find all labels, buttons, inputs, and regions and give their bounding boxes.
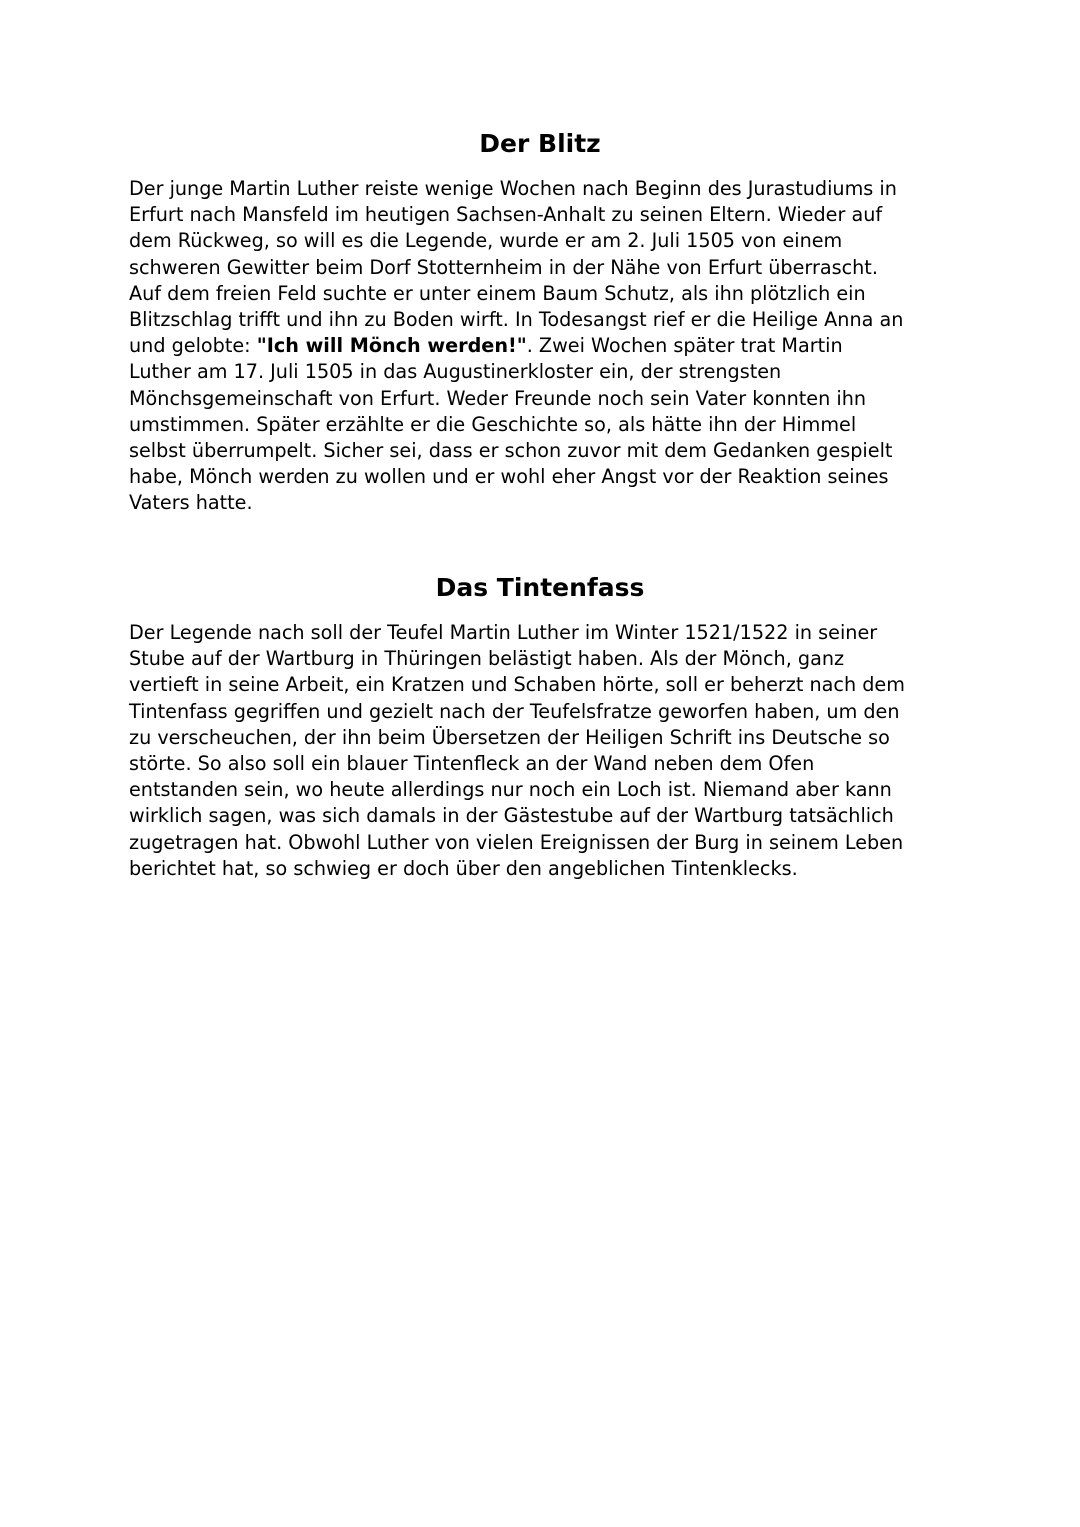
paragraph-line: vertieft in seine Arbeit, ein Kratzen und Schaben hörte, soll er beherzt nach dem	[129, 673, 905, 697]
paragraph-line: Mönchsgemeinschaft von Erfurt. Weder Freunde noch sein Vater konnten ihn	[129, 386, 867, 410]
paragraph-line: berichtet hat, so schwieg er doch über den angeblichen Tintenklecks.	[129, 856, 798, 880]
section-title-das-tintenfass: Das Tintenfass	[435, 573, 645, 602]
paragraph-line: habe, Mönch werden zu wollen und er wohl eher Angst vor der Reaktion seines	[129, 465, 889, 489]
paragraph-line: störte. So also soll ein blauer Tintenfleck an der Wand neben dem Ofen	[129, 752, 815, 776]
paragraph-line: Stube auf der Wartburg in Thüringen belästigt haben. Als der Mönch, ganz	[129, 647, 845, 671]
vow-quote: "Ich will Mönch werden!"	[256, 334, 527, 358]
paragraph-line: Tintenfass gegriffen und gezielt nach der Teufelsfratze geworfen haben, um den	[129, 699, 900, 723]
vow-line-after: . Zwei Wochen später trat Martin	[526, 334, 843, 358]
paragraph-line: selbst überrumpelt. Sicher sei, dass er schon zuvor mit dem Gedanken gespielt	[129, 439, 893, 463]
paragraph-line: Vaters hatte.	[129, 491, 253, 515]
paragraph-line: Auf dem freien Feld suchte er unter einem Baum Schutz, als ihn plötzlich ein	[129, 281, 866, 305]
paragraph-line-vow	[129, 333, 959, 359]
paragraph-line: umstimmen. Später erzählte er die Geschichte so, als hätte ihn der Himmel	[129, 412, 857, 436]
paragraph-line: schweren Gewitter beim Dorf Stotternheim in der Nähe von Erfurt überrascht.	[129, 255, 878, 279]
vow-line-before: und gelobte:	[129, 334, 257, 358]
paragraph-line: Luther am 17. Juli 1505 in das Augustinerkloster ein, der strengsten	[129, 360, 782, 384]
paragraph-line: Blitzschlag trifft und ihn zu Boden wirft. In Todesangst rief er die Heilige Anna an	[129, 308, 904, 332]
paragraph-line: Der Legende nach soll der Teufel Martin Luther im Winter 1521/1522 in seiner	[129, 621, 878, 644]
paragraph-line: wirklich sagen, was sich damals in der Gästestube auf der Wartburg tatsächlich	[129, 804, 894, 828]
paragraph-line: dem Rückweg, so will es die Legende, wurde er am 2. Juli 1505 von einem	[129, 229, 843, 253]
section-paragraph-der-blitz	[129, 176, 959, 517]
section-title-der-blitz: Der Blitz	[479, 129, 601, 158]
paragraph-line: zu verscheuchen, der ihn beim Übersetzen der Heiligen Schrift ins Deutsche so	[129, 725, 890, 749]
section-paragraph-das-tintenfass	[129, 620, 959, 882]
paragraph-line: Der junge Martin Luther reiste wenige Wochen nach Beginn des Jurastudiums in	[129, 177, 897, 200]
paragraph-line: zugetragen hat. Obwohl Luther von vielen Ereignissen der Burg in seinem Leben	[129, 830, 904, 854]
paragraph-line: entstanden sein, wo heute allerdings nur noch ein Loch ist. Niemand aber kann	[129, 778, 892, 802]
paragraph-line: Erfurt nach Mansfeld im heutigen Sachsen-Anhalt zu seinen Eltern. Wieder auf	[129, 203, 883, 227]
